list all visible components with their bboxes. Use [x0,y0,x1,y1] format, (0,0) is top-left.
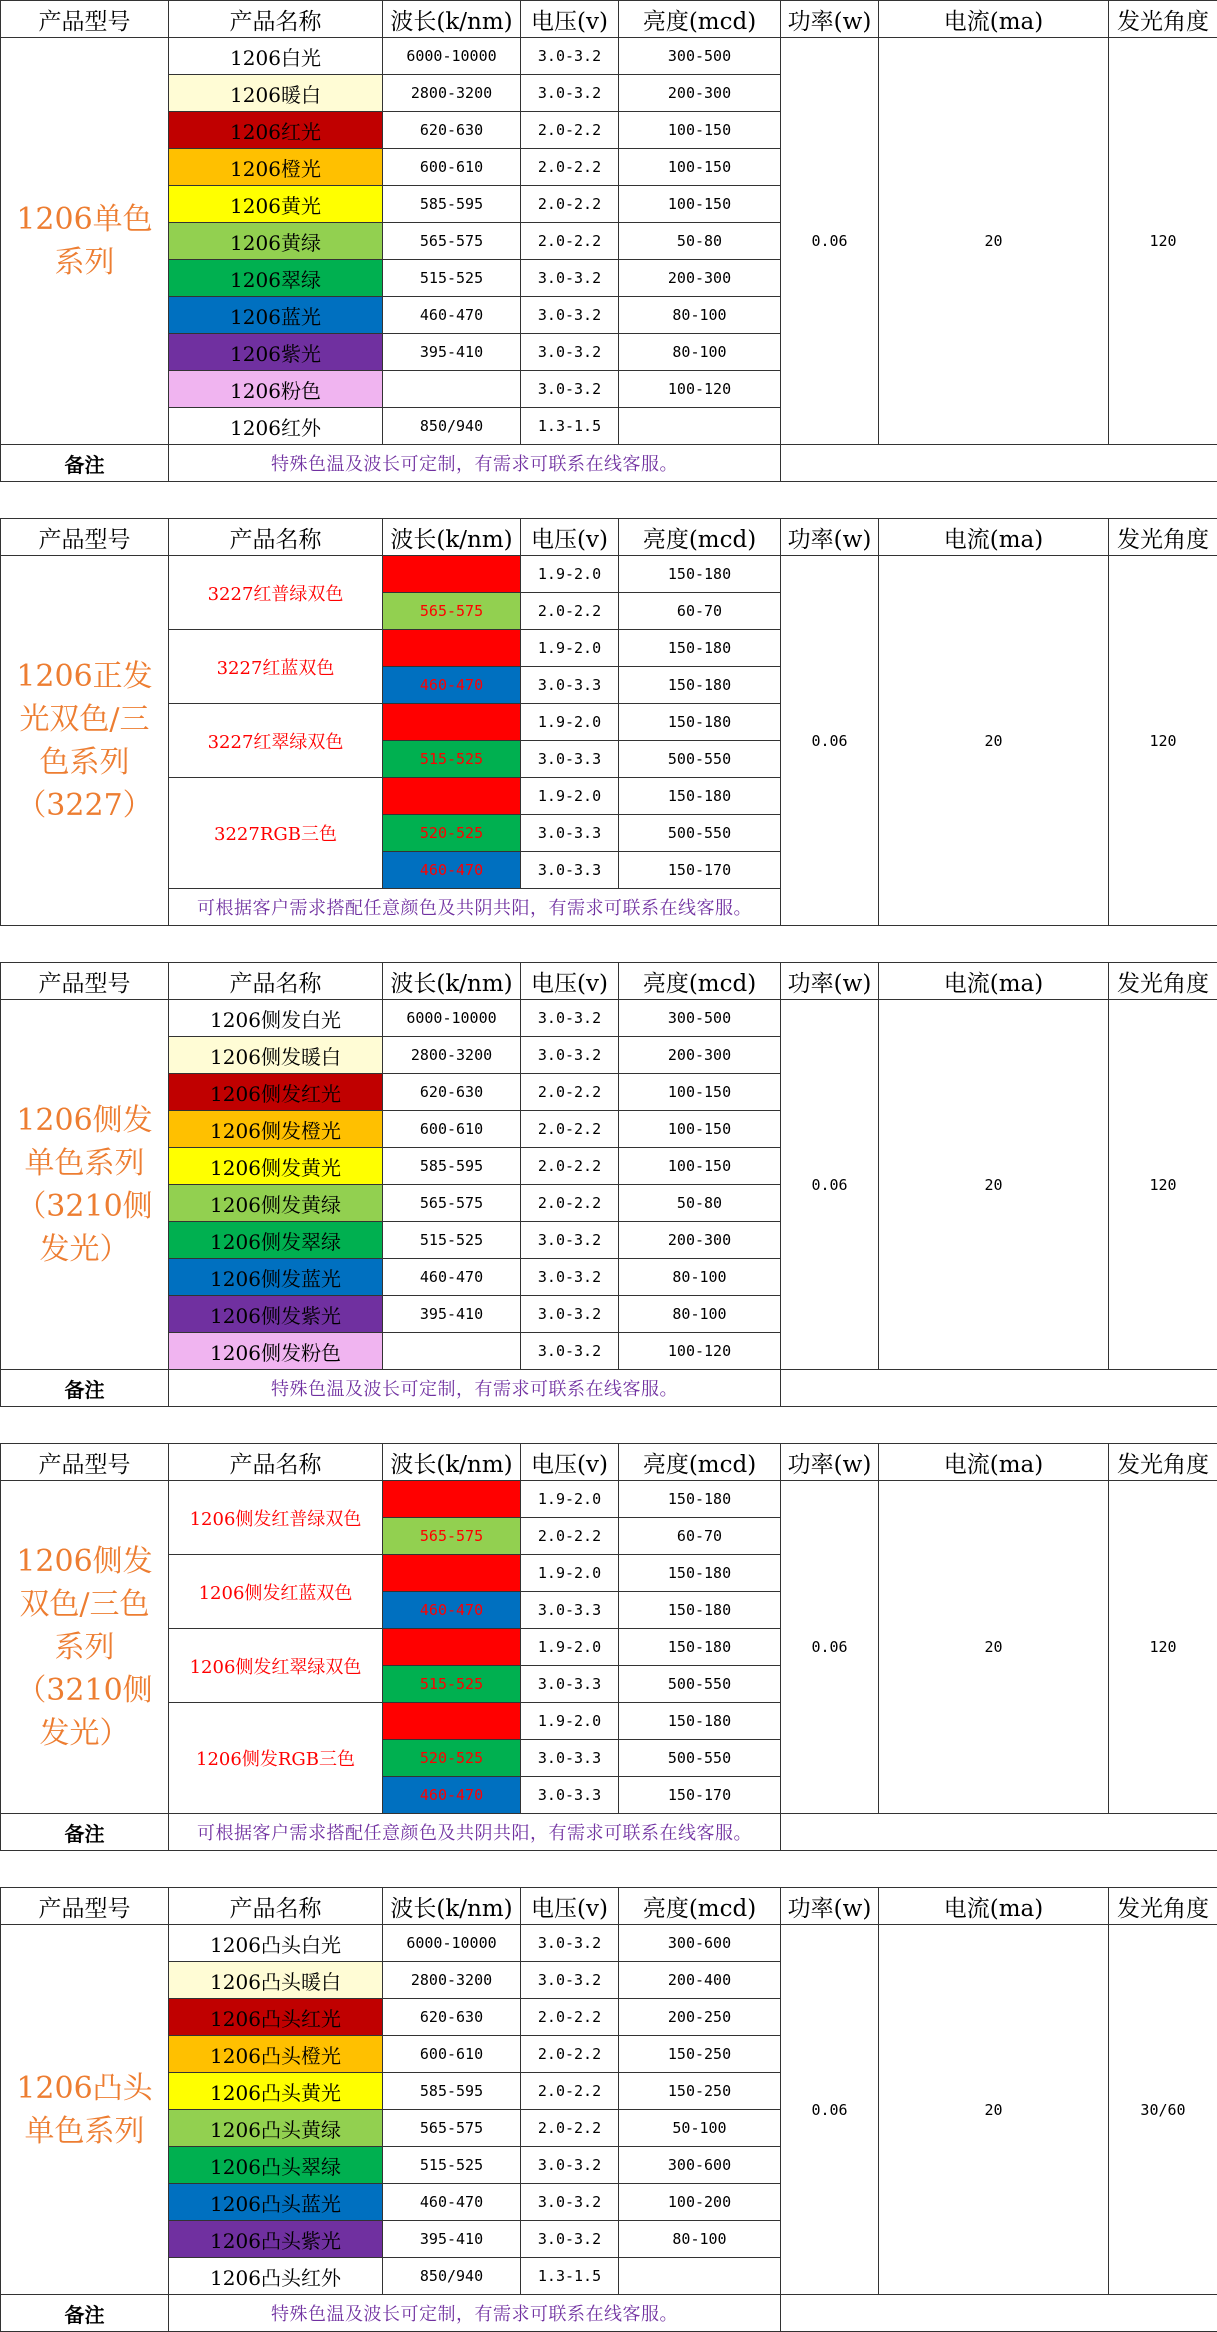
angle-cell: 30/60 [1109,1925,1217,2295]
product-name: 1206侧发蓝光 [169,1259,383,1296]
brightness-cell: 100-150 [619,149,781,186]
voltage-cell: 3.0-3.2 [521,1259,619,1296]
wavelength-cell: 620-630 [383,1555,521,1592]
product-name: 1206侧发暖白 [169,1037,383,1074]
wavelength-cell: 600-610 [383,2036,521,2073]
header-wavelength: 波长(k/nm) [383,1,521,38]
voltage-cell: 3.0-3.2 [521,38,619,75]
voltage-cell: 1.9-2.0 [521,704,619,741]
header-row [1,519,1217,556]
product-name: 1206暖白 [169,75,383,112]
header-wavelength: 波长(k/nm) [383,1888,521,1925]
product-name: 1206凸头红外 [169,2258,383,2295]
header-brightness: 亮度(mcd) [619,1,781,38]
wavelength-cell: 850/940 [383,2258,521,2295]
wavelength-cell: 585-595 [383,1148,521,1185]
product-name: 1206粉色 [169,371,383,408]
wavelength-cell: 515-525 [383,1222,521,1259]
note-label: 备注 [1,445,169,482]
voltage-cell: 1.9-2.0 [521,556,619,593]
wavelength-cell: 460-470 [383,1592,521,1629]
voltage-cell: 2.0-2.2 [521,1518,619,1555]
wavelength-cell: 565-575 [383,2110,521,2147]
voltage-cell: 3.0-3.3 [521,667,619,704]
voltage-cell: 1.9-2.0 [521,1555,619,1592]
voltage-cell: 3.0-3.2 [521,75,619,112]
brightness-cell: 150-180 [619,1703,781,1740]
wavelength-cell: 515-525 [383,2147,521,2184]
wavelength-cell: 850/940 [383,408,521,445]
brightness-cell: 60-70 [619,1518,781,1555]
voltage-cell: 2.0-2.2 [521,2110,619,2147]
header-name: 产品名称 [169,519,383,556]
header-name: 产品名称 [169,1888,383,1925]
wavelength-cell: 395-410 [383,334,521,371]
series-name: 1206侧发 单色系列 （3210侧 发光） [1,1000,169,1370]
wavelength-cell: 600-610 [383,1111,521,1148]
voltage-cell: 1.9-2.0 [521,1703,619,1740]
product-name: 3227红普绿双色 [169,556,383,630]
product-name: 1206凸头紫光 [169,2221,383,2258]
note-label: 备注 [1,1814,169,1851]
voltage-cell: 3.0-3.3 [521,1592,619,1629]
header-angle: 发光角度 [1109,1444,1217,1481]
header-power: 功率(w) [781,1,879,38]
note-empty [781,1370,1217,1407]
note-row [1,2295,1217,2332]
header-row [1,963,1217,1000]
wavelength-cell: 620-625 [383,778,521,815]
brightness-cell: 200-300 [619,1037,781,1074]
brightness-cell: 300-600 [619,1925,781,1962]
wavelength-cell: 520-525 [383,815,521,852]
product-name: 1206凸头白光 [169,1925,383,1962]
header-voltage: 电压(v) [521,519,619,556]
header-power: 功率(w) [781,519,879,556]
series-name: 1206凸头 单色系列 [1,1925,169,2295]
brightness-cell: 150-180 [619,630,781,667]
brightness-cell: 100-150 [619,186,781,223]
note-row [1,1814,1217,1851]
wavelength-cell: 565-575 [383,593,521,630]
table-row [1,1925,1217,1962]
brightness-cell: 100-150 [619,1148,781,1185]
header-voltage: 电压(v) [521,1444,619,1481]
brightness-cell: 150-180 [619,1555,781,1592]
product-name: 1206凸头暖白 [169,1962,383,1999]
brightness-cell: 150-180 [619,1592,781,1629]
power-cell: 0.06 [781,1925,879,2295]
wavelength-cell: 460-470 [383,852,521,889]
brightness-cell: 150-180 [619,1629,781,1666]
note-text: 特殊色温及波长可定制，有需求可联系在线客服。 [169,2295,781,2332]
header-wavelength: 波长(k/nm) [383,963,521,1000]
product-name: 1206侧发红翠绿双色 [169,1629,383,1703]
brightness-cell: 200-300 [619,75,781,112]
brightness-cell: 300-500 [619,1000,781,1037]
header-angle: 发光角度 [1109,963,1217,1000]
product-name: 1206侧发黄绿 [169,1185,383,1222]
table-row [1,38,1217,75]
current-cell: 20 [879,1925,1109,2295]
wavelength-cell: 6000-10000 [383,1925,521,1962]
product-name: 1206侧发红蓝双色 [169,1555,383,1629]
current-cell: 20 [879,1000,1109,1370]
voltage-cell: 3.0-3.3 [521,741,619,778]
voltage-cell: 3.0-3.3 [521,1777,619,1814]
product-name: 1206凸头橙光 [169,2036,383,2073]
brightness-cell: 100-150 [619,1111,781,1148]
brightness-cell: 500-550 [619,1666,781,1703]
brightness-cell: 100-150 [619,1074,781,1111]
voltage-cell: 2.0-2.2 [521,149,619,186]
spec-table-4 [0,1443,1217,1851]
product-name: 1206红外 [169,408,383,445]
product-name: 1206凸头黄光 [169,2073,383,2110]
wavelength-cell: 2800-3200 [383,1962,521,1999]
wavelength-cell: 620-630 [383,704,521,741]
brightness-cell: 150-170 [619,1777,781,1814]
voltage-cell: 3.0-3.2 [521,1962,619,1999]
voltage-cell: 3.0-3.2 [521,2147,619,2184]
wavelength-cell: 460-470 [383,667,521,704]
wavelength-cell: 515-525 [383,1666,521,1703]
header-brightness: 亮度(mcd) [619,963,781,1000]
voltage-cell: 1.9-2.0 [521,1481,619,1518]
spec-table-2 [0,518,1217,926]
brightness-cell: 60-70 [619,593,781,630]
wavelength-cell: 460-470 [383,1259,521,1296]
angle-cell: 120 [1109,556,1217,926]
header-voltage: 电压(v) [521,963,619,1000]
header-angle: 发光角度 [1109,1888,1217,1925]
voltage-cell: 3.0-3.2 [521,371,619,408]
header-name: 产品名称 [169,1444,383,1481]
product-name: 1206翠绿 [169,260,383,297]
wavelength-cell: 620-630 [383,112,521,149]
table-row [1,1000,1217,1037]
product-name: 1206侧发RGB三色 [169,1703,383,1814]
voltage-cell: 2.0-2.2 [521,1148,619,1185]
header-voltage: 电压(v) [521,1,619,38]
series-name: 1206侧发 双色/三色 系列 （3210侧 发光） [1,1481,169,1814]
header-row [1,1444,1217,1481]
voltage-cell: 3.0-3.2 [521,1925,619,1962]
brightness-cell: 100-150 [619,112,781,149]
wavelength-cell: 565-575 [383,1185,521,1222]
wavelength-cell: 2800-3200 [383,75,521,112]
brightness-cell: 200-400 [619,1962,781,1999]
brightness-cell: 150-180 [619,556,781,593]
brightness-cell: 150-180 [619,667,781,704]
wavelength-cell: 460-470 [383,1777,521,1814]
voltage-cell: 3.0-3.2 [521,1037,619,1074]
power-cell: 0.06 [781,556,879,926]
product-name: 1206侧发橙光 [169,1111,383,1148]
header-power: 功率(w) [781,963,879,1000]
brightness-cell: 80-100 [619,1259,781,1296]
product-name: 1206紫光 [169,334,383,371]
brightness-cell: 150-250 [619,2073,781,2110]
product-name: 3227红翠绿双色 [169,704,383,778]
note-text: 可根据客户需求搭配任意颜色及共阴共阳，有需求可联系在线客服。 [169,1814,781,1851]
product-name: 1206侧发粉色 [169,1333,383,1370]
header-model: 产品型号 [1,1888,169,1925]
note-label: 备注 [1,1370,169,1407]
product-name: 1206侧发紫光 [169,1296,383,1333]
voltage-cell: 3.0-3.3 [521,1666,619,1703]
voltage-cell: 3.0-3.2 [521,1000,619,1037]
note-text: 特殊色温及波长可定制，有需求可联系在线客服。 [169,1370,781,1407]
wavelength-cell: 620-630 [383,1999,521,2036]
header-model: 产品型号 [1,963,169,1000]
voltage-cell: 3.0-3.2 [521,2184,619,2221]
header-angle: 发光角度 [1109,519,1217,556]
product-name: 1206侧发翠绿 [169,1222,383,1259]
brightness-cell [619,408,781,445]
note-empty [781,445,1217,482]
wavelength-cell: 585-595 [383,2073,521,2110]
brightness-cell: 200-300 [619,1222,781,1259]
brightness-cell: 500-550 [619,1740,781,1777]
brightness-cell: 150-250 [619,2036,781,2073]
angle-cell: 120 [1109,38,1217,445]
header-row [1,1888,1217,1925]
series-name: 1206单色 系列 [1,38,169,445]
wavelength-cell: 620-630 [383,1481,521,1518]
header-voltage: 电压(v) [521,1888,619,1925]
note-text: 特殊色温及波长可定制，有需求可联系在线客服。 [169,445,781,482]
brightness-cell: 80-100 [619,1296,781,1333]
wavelength-cell [383,371,521,408]
wavelength-cell: 460-470 [383,297,521,334]
brightness-cell: 500-550 [619,741,781,778]
product-name: 1206凸头红光 [169,1999,383,2036]
spec-table-3 [0,962,1217,1407]
header-model: 产品型号 [1,519,169,556]
brightness-cell: 300-500 [619,38,781,75]
brightness-cell [619,2258,781,2295]
wavelength-cell: 620-630 [383,1629,521,1666]
wavelength-cell: 515-525 [383,741,521,778]
wavelength-cell: 565-575 [383,223,521,260]
brightness-cell: 300-600 [619,2147,781,2184]
wavelength-cell: 620-630 [383,630,521,667]
brightness-cell: 100-120 [619,371,781,408]
power-cell: 0.06 [781,1000,879,1370]
voltage-cell: 2.0-2.2 [521,1074,619,1111]
brightness-cell: 100-200 [619,2184,781,2221]
product-name: 1206黄光 [169,186,383,223]
voltage-cell: 3.0-3.2 [521,260,619,297]
voltage-cell: 2.0-2.2 [521,2036,619,2073]
voltage-cell: 3.0-3.2 [521,1222,619,1259]
product-name: 1206侧发红光 [169,1074,383,1111]
voltage-cell: 3.0-3.2 [521,297,619,334]
voltage-cell: 3.0-3.2 [521,1333,619,1370]
brightness-cell: 200-250 [619,1999,781,2036]
header-brightness: 亮度(mcd) [619,519,781,556]
angle-cell: 120 [1109,1481,1217,1814]
wavelength-cell: 6000-10000 [383,1000,521,1037]
note-empty [781,1814,1217,1851]
wavelength-cell: 460-470 [383,2184,521,2221]
header-angle: 发光角度 [1109,1,1217,38]
brightness-cell: 150-180 [619,778,781,815]
table-row [1,1481,1217,1518]
series-name: 1206正发 光双色/三 色系列 （3227） [1,556,169,926]
brightness-cell: 80-100 [619,297,781,334]
spec-table-1 [0,0,1217,482]
product-name: 1206白光 [169,38,383,75]
voltage-cell: 2.0-2.2 [521,593,619,630]
brightness-cell: 150-170 [619,852,781,889]
header-wavelength: 波长(k/nm) [383,519,521,556]
note-text: 可根据客户需求搭配任意颜色及共阴共阳，有需求可联系在线客服。 [169,889,781,926]
wavelength-cell [383,1333,521,1370]
wavelength-cell: 620-625 [383,1703,521,1740]
voltage-cell: 1.9-2.0 [521,1629,619,1666]
voltage-cell: 3.0-3.3 [521,1740,619,1777]
header-name: 产品名称 [169,1,383,38]
header-brightness: 亮度(mcd) [619,1444,781,1481]
product-name: 1206红光 [169,112,383,149]
power-cell: 0.06 [781,38,879,445]
voltage-cell: 2.0-2.2 [521,1111,619,1148]
voltage-cell: 2.0-2.2 [521,186,619,223]
header-model: 产品型号 [1,1,169,38]
spec-table-5 [0,1887,1217,2332]
current-cell: 20 [879,1481,1109,1814]
header-wavelength: 波长(k/nm) [383,1444,521,1481]
product-name: 1206黄绿 [169,223,383,260]
product-name: 3227红蓝双色 [169,630,383,704]
brightness-cell: 200-300 [619,260,781,297]
header-current: 电流(ma) [879,963,1109,1000]
product-name: 1206凸头黄绿 [169,2110,383,2147]
voltage-cell: 2.0-2.2 [521,112,619,149]
product-name: 3227RGB三色 [169,778,383,889]
voltage-cell: 3.0-3.2 [521,1296,619,1333]
product-name: 1206凸头蓝光 [169,2184,383,2221]
voltage-cell: 2.0-2.2 [521,1999,619,2036]
product-name: 1206橙光 [169,149,383,186]
voltage-cell: 1.3-1.5 [521,2258,619,2295]
product-name: 1206蓝光 [169,297,383,334]
wavelength-cell: 395-410 [383,1296,521,1333]
wavelength-cell: 600-610 [383,149,521,186]
header-current: 电流(ma) [879,519,1109,556]
product-name: 1206侧发黄光 [169,1148,383,1185]
brightness-cell: 150-180 [619,1481,781,1518]
product-name: 1206侧发红普绿双色 [169,1481,383,1555]
brightness-cell: 150-180 [619,704,781,741]
brightness-cell: 100-120 [619,1333,781,1370]
voltage-cell: 1.9-2.0 [521,778,619,815]
wavelength-cell: 620-630 [383,556,521,593]
brightness-cell: 500-550 [619,815,781,852]
header-current: 电流(ma) [879,1444,1109,1481]
header-current: 电流(ma) [879,1,1109,38]
note-row [1,445,1217,482]
wavelength-cell: 585-595 [383,186,521,223]
header-power: 功率(w) [781,1888,879,1925]
header-current: 电流(ma) [879,1888,1109,1925]
note-empty [781,2295,1217,2332]
product-name: 1206侧发白光 [169,1000,383,1037]
brightness-cell: 50-80 [619,223,781,260]
brightness-cell: 80-100 [619,2221,781,2258]
wavelength-cell: 565-575 [383,1518,521,1555]
voltage-cell: 1.3-1.5 [521,408,619,445]
power-cell: 0.06 [781,1481,879,1814]
current-cell: 20 [879,38,1109,445]
header-row [1,1,1217,38]
voltage-cell: 3.0-3.3 [521,815,619,852]
wavelength-cell: 6000-10000 [383,38,521,75]
note-row [1,1370,1217,1407]
table-row [1,556,1217,593]
header-name: 产品名称 [169,963,383,1000]
brightness-cell: 50-100 [619,2110,781,2147]
brightness-cell: 80-100 [619,334,781,371]
wavelength-cell: 515-525 [383,260,521,297]
product-name: 1206凸头翠绿 [169,2147,383,2184]
brightness-cell: 50-80 [619,1185,781,1222]
voltage-cell: 3.0-3.3 [521,852,619,889]
voltage-cell: 1.9-2.0 [521,630,619,667]
header-brightness: 亮度(mcd) [619,1888,781,1925]
voltage-cell: 2.0-2.2 [521,223,619,260]
wavelength-cell: 620-630 [383,1074,521,1111]
voltage-cell: 3.0-3.2 [521,334,619,371]
angle-cell: 120 [1109,1000,1217,1370]
voltage-cell: 2.0-2.2 [521,1185,619,1222]
wavelength-cell: 520-525 [383,1740,521,1777]
header-power: 功率(w) [781,1444,879,1481]
voltage-cell: 3.0-3.2 [521,2221,619,2258]
wavelength-cell: 2800-3200 [383,1037,521,1074]
voltage-cell: 2.0-2.2 [521,2073,619,2110]
current-cell: 20 [879,556,1109,926]
header-model: 产品型号 [1,1444,169,1481]
wavelength-cell: 395-410 [383,2221,521,2258]
note-label: 备注 [1,2295,169,2332]
